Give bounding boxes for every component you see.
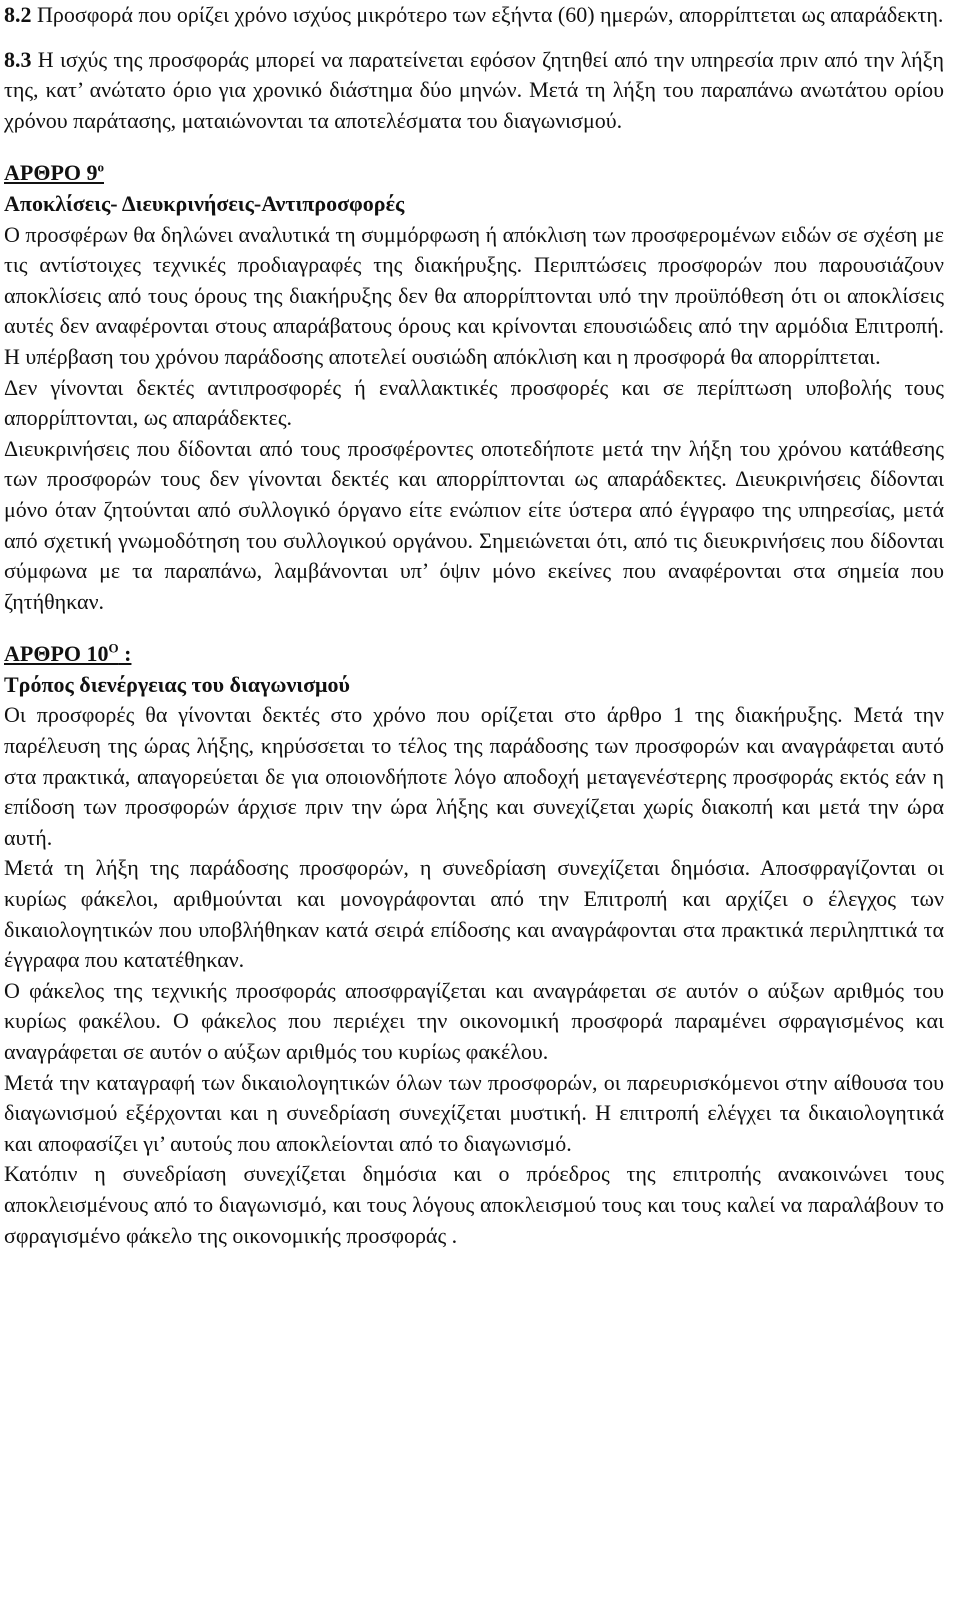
article-9-paragraph-1: Ο προσφέρων θα δηλώνει αναλυτικά τη συμμόρφωση ή απόκλιση των προσφερομένων ειδών σε σχέση με τις αντίστοιχες τεχνικές προδιαγραφές της διακήρυξης. Περιπτώσεις προσφορών που παρουσιάζουν αποκλίσεις από τους όρους της διακήρυξης δεν θα απορρίπτονται υπό την προϋπόθεση ότι οι αποκλίσεις αυτές δεν αναφέρονται στους απαράβατους όρους και κρίνονται επουσιώδεις από την αρμόδια Επιτροπή. Η υπέρβαση του χρόνου παράδοσης αποτελεί ουσιώδη απόκλιση και η προσφορά θα απορρίπτεται.	[4, 221, 944, 369]
clause-8-3-number: 8.3	[4, 46, 32, 72]
article-9-heading-text: ΑΡΘΡΟ 9	[4, 160, 98, 186]
clause-8-2	[4, 0, 944, 31]
article-9-subtitle: Αποκλίσεις- Διευκρινήσεις-Αντιπροσφορές	[4, 190, 405, 216]
article-9-paragraph-2: Δεν γίνονται δεκτές αντιπροσφορές ή εναλλακτικές προσφορές και σε περίπτωση υποβολής τους απορρίπτονται, ως απαράδεκτες.	[4, 374, 944, 431]
article-10-heading-text: ΑΡΘΡΟ 10	[4, 641, 109, 667]
article-10-paragraph-1: Οι προσφορές θα γίνονται δεκτές στο χρόνο που ορίζεται στο άρθρο 1 της διακήρυξης. Μετά την παρέλευση της ώρας λήξης, κηρύσσεται το τέλος της παράδοσης των προσφορών και αναγράφεται αυτό στα πρακτικά, απαγορεύεται δε για οποιονδήποτε λόγο αποδοχή μεταγενέστερης προσφοράς εκτός εάν η επίδοση των προσφορών άρχισε πριν την ώρα λήξης και συνεχίζεται χωρίς διακοπή και μετά την ώρα αυτή.	[4, 702, 944, 850]
article-10-heading	[4, 639, 944, 670]
spacer	[4, 617, 944, 639]
spacer	[4, 136, 944, 158]
article-10-heading-suffix: :	[118, 641, 132, 667]
spacer	[4, 31, 944, 45]
article-9-heading-sup: ο	[97, 160, 104, 176]
article-9-heading	[4, 158, 944, 189]
article-10-subtitle: Τρόπος διενέργειας του διαγωνισμού	[4, 671, 350, 697]
clause-8-3-text: Η ισχύς της προσφοράς μπορεί να παρατείνεται εφόσον ζητηθεί από την υπηρεσία πριν από την λήξη της, κατ’ ανώτατο όριο για χρονικό διάστημα δύο μηνών. Μετά τη λήξη του παραπάνω ανωτάτου ορίου χρόνου παράτασης, ματαιώνονται τα αποτελέσματα του διαγωνισμού.	[4, 46, 944, 133]
article-10-heading-sup: Ο	[108, 640, 119, 656]
clause-8-2-number: 8.2	[4, 2, 32, 27]
article-10-paragraph-3: Ο φάκελος της τεχνικής προσφοράς αποσφραγίζεται και αναγράφεται σε αυτόν ο αύξων αριθμός του κυρίως φακέλου. Ο φάκελος που περιέχει την οικονομική προσφορά παραμένει σφραγισμένος και αναγράφεται σε αυτόν ο αύξων αριθμός του κυρίως φακέλου.	[4, 977, 944, 1064]
article-9-paragraph-3: Διευκρινήσεις που δίδονται από τους προσφέροντες οποτεδήποτε μετά την λήξη του χρόνου κατάθεσης των προσφορών τους δεν γίνονται δεκτές και απορρίπτονται ως απαράδεκτες. Διευκρινήσεις δίδονται μόνο όταν ζητούνται από συλλογικό όργανο είτε ενώπιον είτε ύστερα από έγγραφο της υπηρεσίας, μετά από σχετική γνωμοδότηση του συλλογικού οργάνου. Σημειώνεται ότι, από τις διευκρινήσεις που δίδονται σύμφωνα με τα παραπάνω, λαμβάνονται υπ’ όψιν μόνο εκείνες που αναφέρονται στα σημεία που ζητήθηκαν.	[4, 435, 944, 614]
article-10-paragraph-4: Μετά την καταγραφή των δικαιολογητικών όλων των προσφορών, οι παρευρισκόμενοι στην αίθουσα του διαγωνισμού εξέρχονται και η συνεδρίαση συνεχίζεται μυστική. Η επιτροπή ελέγχει τα δικαιολογητικά και αποφασίζει γι’ αυτούς που αποκλείονται από το διαγωνισμό.	[4, 1069, 944, 1156]
article-10-paragraph-5: Κατόπιν η συνεδρίαση συνεχίζεται δημόσια και ο πρόεδρος της επιτροπής ανακοινώνει τους αποκλεισμένους από το διαγωνισμό, και τους λόγους αποκλεισμού τους και τους καλεί να παραλάβουν το σφραγισμένο φάκελο της οικονομικής προσφοράς .	[4, 1161, 944, 1248]
clause-8-3	[4, 45, 944, 137]
article-10-paragraph-2: Μετά τη λήξη της παράδοσης προσφορών, η συνεδρίαση συνεχίζεται δημόσια. Αποσφραγίζονται οι κυρίως φάκελοι, αριθμούνται και μονογράφονται από την Επιτροπή και αρχίζει ο έλεγχος των δικαιολογητικών που υποβλήθηκαν κατά σειρά επίδοσης και αναγράφονται στα πρακτικά περιληπτικά τα έγγραφα που κατατέθηκαν.	[4, 855, 944, 973]
clause-8-2-text: Προσφορά που ορίζει χρόνο ισχύος μικρότερο των εξήντα (60) ημερών, απορρίπτεται ως απαράδεκτη.	[31, 2, 944, 27]
document-page	[4, 0, 944, 1251]
